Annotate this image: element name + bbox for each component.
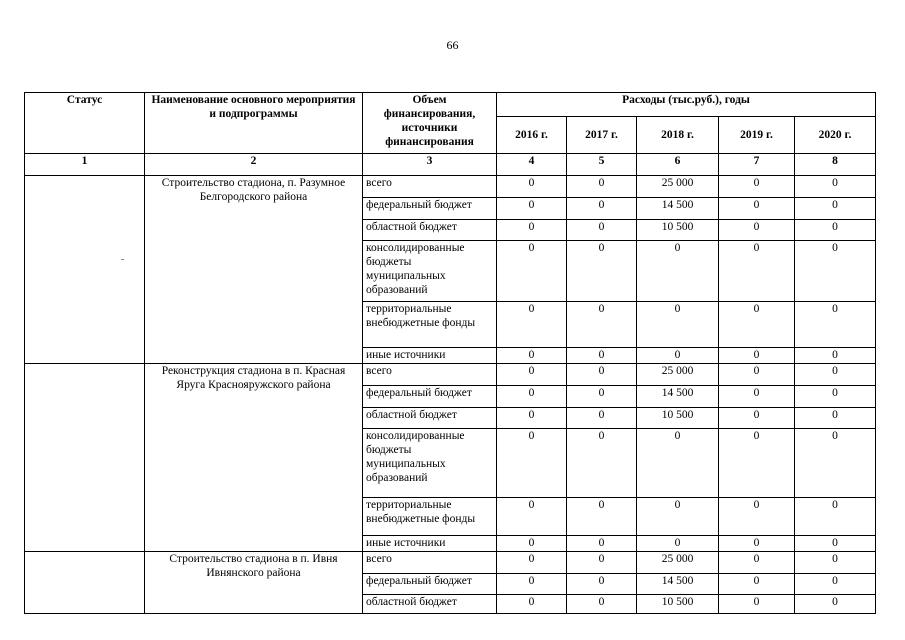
- expense-value: 0: [567, 241, 637, 302]
- expense-value: 0: [567, 386, 637, 408]
- header-year: 2019 г.: [719, 117, 795, 154]
- expense-value: 0: [795, 498, 876, 536]
- funding-source: консолидированные бюджеты муниципальных образований: [363, 241, 497, 302]
- expense-value: 0: [497, 574, 567, 595]
- expense-value: 25 000: [637, 364, 719, 386]
- expense-value: 0: [497, 429, 567, 498]
- expense-value: 10 500: [637, 408, 719, 429]
- funding-source: всего: [363, 176, 497, 198]
- expense-value: 14 500: [637, 574, 719, 595]
- expense-value: 0: [567, 220, 637, 241]
- expense-value: 0: [719, 220, 795, 241]
- column-number-row: [25, 154, 876, 176]
- expense-value: 0: [795, 429, 876, 498]
- expense-value: 14 500: [637, 198, 719, 220]
- expense-value: 0: [497, 364, 567, 386]
- expense-value: 0: [795, 302, 876, 348]
- activity-name: Строительство стадиона в п. Ивня Ивнянского района: [145, 552, 363, 614]
- expense-value: 0: [637, 536, 719, 552]
- financing-table: [24, 92, 876, 614]
- scan-artifact: [121, 259, 124, 260]
- column-number: 8: [795, 154, 876, 176]
- expense-value: 0: [795, 408, 876, 429]
- column-number: 2: [145, 154, 363, 176]
- funding-source: областной бюджет: [363, 595, 497, 614]
- funding-source: территориальные внебюджетные фонды: [363, 498, 497, 536]
- expense-value: 0: [719, 198, 795, 220]
- expense-value: 0: [795, 241, 876, 302]
- expense-value: 0: [719, 595, 795, 614]
- expense-value: 0: [637, 302, 719, 348]
- funding-source: иные источники: [363, 348, 497, 364]
- column-number: 3: [363, 154, 497, 176]
- funding-source: территориальные внебюджетные фонды: [363, 302, 497, 348]
- expense-value: 0: [719, 429, 795, 498]
- header-expenses: Расходы (тыс.руб.), годы: [497, 93, 876, 117]
- expense-value: 0: [567, 348, 637, 364]
- activity-name: Строительство стадиона, п. Разумное Белгородского района: [145, 176, 363, 364]
- expense-value: 0: [637, 241, 719, 302]
- header-year: 2018 г.: [637, 117, 719, 154]
- expense-value: 14 500: [637, 386, 719, 408]
- expense-value: 0: [795, 364, 876, 386]
- status-cell: [25, 364, 145, 552]
- expense-value: 0: [567, 176, 637, 198]
- expense-value: 0: [719, 574, 795, 595]
- expense-value: 0: [497, 552, 567, 574]
- expense-value: 25 000: [637, 552, 719, 574]
- expense-value: 0: [637, 348, 719, 364]
- column-number: 1: [25, 154, 145, 176]
- expense-value: 0: [497, 498, 567, 536]
- column-number: 4: [497, 154, 567, 176]
- expense-value: 10 500: [637, 595, 719, 614]
- expense-value: 0: [497, 302, 567, 348]
- expense-value: 0: [567, 302, 637, 348]
- expense-value: 0: [719, 348, 795, 364]
- expense-value: 0: [497, 536, 567, 552]
- expense-value: 0: [719, 536, 795, 552]
- expense-value: 0: [497, 176, 567, 198]
- expense-value: 0: [497, 220, 567, 241]
- expense-value: 0: [567, 595, 637, 614]
- expense-value: 0: [497, 241, 567, 302]
- header-year: 2017 г.: [567, 117, 637, 154]
- expense-value: 0: [497, 595, 567, 614]
- funding-source: областной бюджет: [363, 408, 497, 429]
- expense-value: 0: [497, 386, 567, 408]
- expense-value: 0: [719, 552, 795, 574]
- expense-value: 0: [567, 198, 637, 220]
- expense-value: 0: [719, 408, 795, 429]
- expense-value: 0: [567, 364, 637, 386]
- header-name: Наименование основного мероприятия и подпрограммы: [145, 93, 363, 154]
- expense-value: 0: [795, 176, 876, 198]
- header-status: Статус: [25, 93, 145, 154]
- expense-value: 0: [795, 552, 876, 574]
- expense-value: 0: [795, 348, 876, 364]
- expense-value: 25 000: [637, 176, 719, 198]
- expense-value: 0: [567, 574, 637, 595]
- expense-value: 0: [795, 198, 876, 220]
- expense-value: 0: [795, 574, 876, 595]
- funding-source: федеральный бюджет: [363, 574, 497, 595]
- funding-source: консолидированные бюджеты муниципальных образований: [363, 429, 497, 498]
- header-volume: Объем финансирования, источники финансирования: [363, 93, 497, 154]
- expense-value: 0: [637, 498, 719, 536]
- expense-value: 0: [567, 429, 637, 498]
- column-number: 7: [719, 154, 795, 176]
- expense-value: 0: [719, 241, 795, 302]
- expense-value: 0: [567, 552, 637, 574]
- column-number: 5: [567, 154, 637, 176]
- table-row: [25, 364, 876, 386]
- page-number: 66: [446, 38, 459, 52]
- expense-value: 0: [719, 498, 795, 536]
- expense-value: 0: [719, 176, 795, 198]
- activity-name: Реконструкция стадиона в п. Красная Яруга Краснояружского района: [145, 364, 363, 552]
- expense-value: 0: [497, 348, 567, 364]
- expense-value: 0: [719, 386, 795, 408]
- expense-value: 0: [637, 429, 719, 498]
- expense-value: 0: [795, 386, 876, 408]
- funding-source: всего: [363, 552, 497, 574]
- funding-source: федеральный бюджет: [363, 198, 497, 220]
- expense-value: 10 500: [637, 220, 719, 241]
- expense-value: 0: [497, 198, 567, 220]
- status-cell: [25, 176, 145, 364]
- expense-value: 0: [795, 595, 876, 614]
- funding-source: областной бюджет: [363, 220, 497, 241]
- expense-value: 0: [567, 498, 637, 536]
- expense-value: 0: [567, 408, 637, 429]
- expense-value: 0: [795, 536, 876, 552]
- expense-value: 0: [719, 364, 795, 386]
- header-year: 2020 г.: [795, 117, 876, 154]
- table-row: [25, 176, 876, 198]
- funding-source: всего: [363, 364, 497, 386]
- expense-value: 0: [497, 408, 567, 429]
- header-year: 2016 г.: [497, 117, 567, 154]
- table-row: [25, 552, 876, 574]
- expense-value: 0: [719, 302, 795, 348]
- funding-source: иные источники: [363, 536, 497, 552]
- expense-value: 0: [795, 220, 876, 241]
- column-number: 6: [637, 154, 719, 176]
- status-cell: [25, 552, 145, 614]
- funding-source: федеральный бюджет: [363, 386, 497, 408]
- expense-value: 0: [567, 536, 637, 552]
